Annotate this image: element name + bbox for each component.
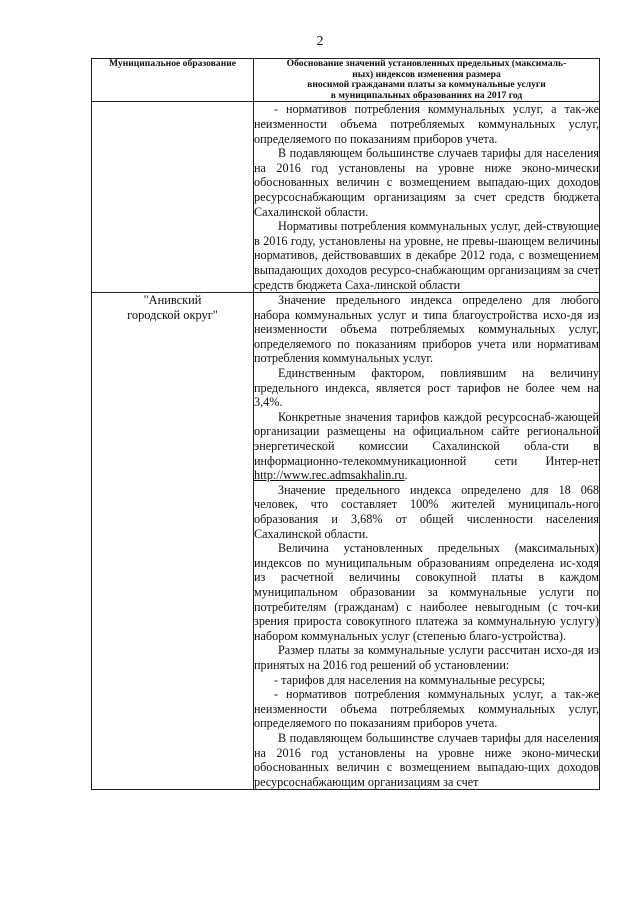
header-municipality: Муниципальное образование [92,59,254,102]
header-line: вносимой гражданами платы за коммунальные услуги [307,79,546,91]
paragraph [254,366,599,410]
paragraph-text: . [404,468,408,483]
paragraph [254,410,599,483]
table-header-row [92,59,600,102]
paragraph [254,102,599,146]
header-line: в муниципальных образованиях на 2017 год [330,89,523,101]
header-line: Обоснование значений установленных предельных (максималь- [286,58,567,69]
paragraph-text: Величина установленных предельных (максимальных) индексов по муниципальным образованиям определена ис-ходя из расчетной величины совокупной платы в каждом муниципальном образовании за коммунальные услуги по потребителям (гражданам) с наиболее невыгодным (с точ-ки зрения прироста совокупного платежа за коммунальную услугу) набором коммунальных услуг (степенью благо-устройства). [254,541,599,643]
paragraph-text: - нормативов потребления коммунальных услуг, а так-же неизменности объема потребляемых коммунальных услуг, определяемого по показаниям приборов учета. [254,687,599,731]
paragraph-text: В подавляющем большинстве случаев тарифы для населения на 2016 год установлены на уровне ниже эконо-мически обоснованных величин с возмещением выпадаю-щих доходов ресурсоснабжающим организациям за счет [254,730,599,789]
justification-cell [254,293,600,790]
municipality-cell [92,102,254,293]
paragraph [254,673,599,688]
paragraph-text: Нормативы потребления коммунальных услуг, дей-ствующие в 2016 году, установлены на уровне, не превы-шающем величины нормативов, действовавших в декабре 2012 года, с возмещением выпадающих доходов ресурсо-снабжающим организациям за счет средств бюджета Саха-линской области [254,219,599,292]
paragraph-text: Значение предельного индекса определено для любого набора коммунальных услуг и типа благоустройства исхо-дя из неизменности объема потребляемых коммунальных услуг, определяемого по показаниям приборов учета или нормативам потребления коммунальных услуг. [254,293,599,366]
table-row [92,102,600,293]
paragraph [254,293,599,366]
justification-cell [254,102,600,293]
header-line: ных) индексов изменения размера [352,68,501,80]
municipality-name-line: городской округ" [127,308,218,323]
paragraph [254,483,599,541]
paragraph [254,219,599,292]
table-body [92,102,600,790]
paragraph [254,731,599,789]
municipality-cell [92,293,254,790]
page-number: 2 [316,34,324,49]
website-link[interactable]: http://www.rec.admsakhalin.ru [254,468,405,483]
paragraph [254,687,599,731]
paragraph-text: Значение предельного индекса определено для 18 068 человек, что составляет 100% жителей муниципаль-ного образования и 3,68% от общей численности населения Сахалинской области. [254,482,599,541]
paragraph-text: Конкретные значения тарифов каждой ресурсоснаб-жающей организации размещены на официальном сайте региональной энергетической комиссии Сахалинской обла-сти в информационно-телекоммуникационной сети Интер-нет [254,409,599,468]
justification-table [91,58,600,790]
paragraph-text: Размер платы за коммунальные услуги рассчитан исхо-дя из принятых на 2016 год решений об установлении: [254,643,599,672]
header-justification [254,59,600,102]
paragraph-text: - тарифов для населения на коммунальные ресурсы; [274,672,546,687]
table-row [92,293,600,790]
paragraph [254,541,599,643]
paragraph [254,146,599,219]
paragraph-text: - нормативов потребления коммунальных услуг, а так-же неизменности объема потребляемых коммунальных услуг, определяемого по показаниям приборов учета. [254,102,599,146]
paragraph-text: Единственным фактором, повлиявшим на величину предельного индекса, является рост тарифов не более чем на 3,4%. [254,366,599,410]
paragraph-text: В подавляющем большинстве случаев тарифы для населения на 2016 год установлены на уровне ниже эконо-мически обоснованных величин с возмещением выпадаю-щих доходов ресурсоснабжающим организациям за счет средств бюджета Сахалинской области. [254,146,599,219]
paragraph [254,643,599,672]
municipality-name-line: "Анивский [143,293,202,308]
